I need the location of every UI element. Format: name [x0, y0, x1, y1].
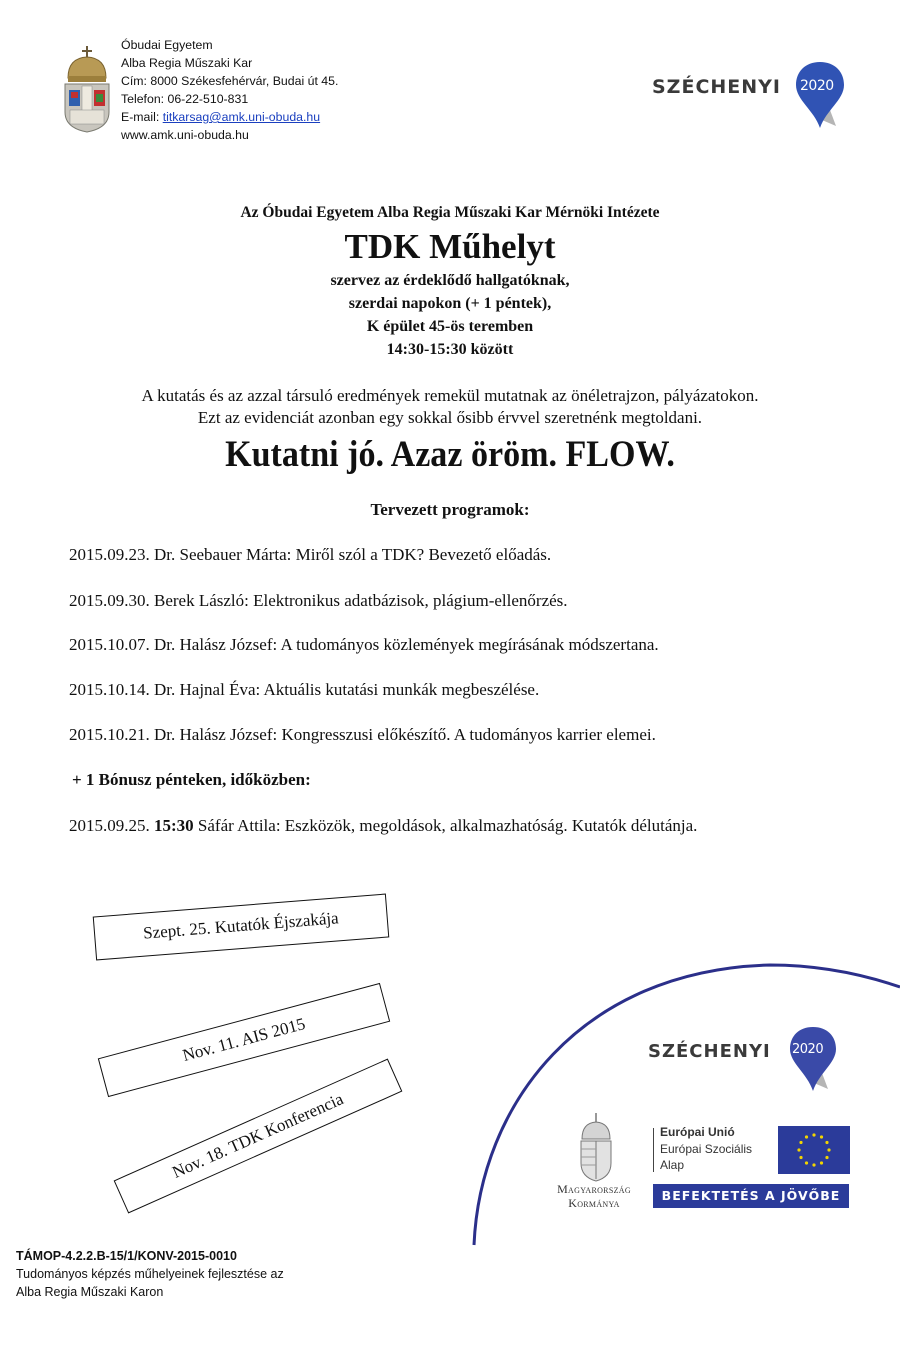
- divider: [653, 1128, 654, 1172]
- hungarian-coat-of-arms-icon: [576, 1113, 616, 1183]
- szechenyi-2020-logo-bottom: [648, 1025, 848, 1095]
- intro-paragraph: [0, 385, 900, 429]
- program-date: 2015.09.23.: [69, 545, 150, 564]
- invest-in-future-banner: BEFEKTETÉS A JÖVŐBE: [653, 1184, 849, 1208]
- eu-star-icon: [812, 1133, 815, 1136]
- map-pin-icon: [786, 1025, 842, 1095]
- eu-star-icon: [820, 1161, 823, 1164]
- program-text: Dr. Hajnal Éva: Aktuális kutatási munkák megbeszélése.: [154, 680, 540, 699]
- programs-heading: Tervezett programok:: [370, 500, 530, 519]
- eu-title: Európai Unió: [660, 1125, 735, 1139]
- project-footer: [16, 1247, 284, 1301]
- phone: Telefon: 06-22-510-831: [121, 92, 249, 106]
- email-link[interactable]: titkarsag@amk.uni-obuda.hu: [162, 110, 321, 124]
- eu-fund-line: Európai Szociális: [660, 1141, 753, 1156]
- program-date: 2015.09.25.: [69, 816, 150, 835]
- email-line: [121, 108, 338, 126]
- page-title: TDK Műhelyt: [344, 227, 556, 266]
- email-label: E-mail:: [121, 110, 163, 124]
- szechenyi-wordmark: SZÉCHENYI: [648, 1041, 771, 1062]
- program-time: 15:30: [154, 816, 194, 835]
- university-crest-icon: [62, 44, 112, 134]
- paragraph-line: A kutatás és az azzal társuló eredmények remekül mutatnak az önéletrajzon, pályázatokon.: [141, 386, 759, 405]
- eu-flag-icon: [778, 1126, 850, 1174]
- event-tag-label: Nov. 11. AIS 2015: [180, 1014, 308, 1066]
- program-date: 2015.09.30.: [69, 591, 150, 610]
- website: www.amk.uni-obuda.hu: [121, 128, 249, 142]
- event-tag-label: Nov. 18. TDK Konferencia: [169, 1089, 347, 1182]
- eu-star-icon: [797, 1148, 800, 1151]
- event-tag-label: Szept. 25. Kutatók Éjszakája: [142, 908, 340, 943]
- subtitle-line-1: szervez az érdeklődő hallgatóknak,: [330, 272, 570, 289]
- project-title-line: Tudományos képzés műhelyeinek fejlesztése az: [16, 1267, 284, 1281]
- paragraph-line: Ezt az evidenciát azonban egy sokkal ősibb érvvel szeretnénk megtoldani.: [197, 408, 703, 427]
- subtitle-location: K épület 45-ös teremben: [366, 318, 534, 335]
- institution-name: Óbudai Egyetem: [121, 38, 213, 52]
- program-item: [69, 725, 656, 745]
- address: Cím: 8000 Székesfehérvár, Budai út 45.: [121, 74, 339, 88]
- program-date: 2015.10.07.: [69, 635, 150, 654]
- program-item: [69, 591, 568, 611]
- event-tag-researchers-night: [93, 894, 390, 961]
- bonus-heading: + 1 Bónusz pénteken, időközben:: [72, 770, 311, 789]
- program-item: [69, 545, 551, 565]
- eu-star-icon: [799, 1141, 802, 1144]
- government-label: [543, 1182, 645, 1210]
- program-date: 2015.10.14.: [69, 680, 150, 699]
- program-text: Dr. Halász József: Kongresszusi előkészítő. A tudományos karrier elemei.: [154, 725, 656, 744]
- eu-star-icon: [805, 1161, 808, 1164]
- subtitle-time: 14:30-15:30 között: [386, 341, 514, 358]
- program-date: 2015.10.21.: [69, 725, 150, 744]
- government-line-1: Magyarország: [557, 1182, 631, 1196]
- eu-star-icon: [805, 1135, 808, 1138]
- szechenyi-2020-logo: [650, 60, 860, 130]
- project-code: TÁMOP-4.2.2.B-15/1/KONV-2015-0010: [16, 1249, 237, 1263]
- program-text: Dr. Halász József: A tudományos közlemények megírásának módszertana.: [154, 635, 659, 654]
- szechenyi-wordmark: SZÉCHENYI: [652, 76, 781, 98]
- organizer-line: Az Óbudai Egyetem Alba Regia Műszaki Kar Mérnöki Intézete: [240, 204, 660, 221]
- map-pin-icon: [792, 60, 852, 130]
- year-label: 2020: [800, 78, 834, 94]
- institution-contact-block: [121, 36, 338, 144]
- eu-star-icon: [820, 1135, 823, 1138]
- eu-star-icon: [825, 1141, 828, 1144]
- eu-fund-line: Alap: [660, 1158, 685, 1172]
- bonus-program-item: [69, 816, 697, 836]
- faculty-name: Alba Regia Műszaki Kar: [121, 56, 253, 70]
- eu-star-icon: [799, 1156, 802, 1159]
- program-text: Sáfár Attila: Eszközök, megoldások, alkalmazhatóság. Kutatók délutánja.: [197, 816, 698, 835]
- program-item: [69, 680, 539, 700]
- year-label: 2020: [792, 1042, 824, 1057]
- decorative-arc: [470, 945, 900, 1255]
- eu-fund-label: [660, 1124, 752, 1174]
- eu-star-icon: [827, 1148, 830, 1151]
- program-item: [69, 635, 659, 655]
- eu-star-icon: [825, 1156, 828, 1159]
- program-text: Berek László: Elektronikus adatbázisok, plágium-ellenőrzés.: [154, 591, 568, 610]
- eu-star-icon: [812, 1163, 815, 1166]
- subtitle-line-2: szerdai napokon (+ 1 péntek),: [348, 295, 552, 312]
- slogan: Kutatni jó. Azaz öröm. FLOW.: [225, 434, 675, 475]
- government-line-2: Kormánya: [568, 1196, 620, 1210]
- program-text: Dr. Seebauer Márta: Miről szól a TDK? Bevezető előadás.: [154, 545, 552, 564]
- project-title-line: Alba Regia Műszaki Karon: [16, 1285, 164, 1299]
